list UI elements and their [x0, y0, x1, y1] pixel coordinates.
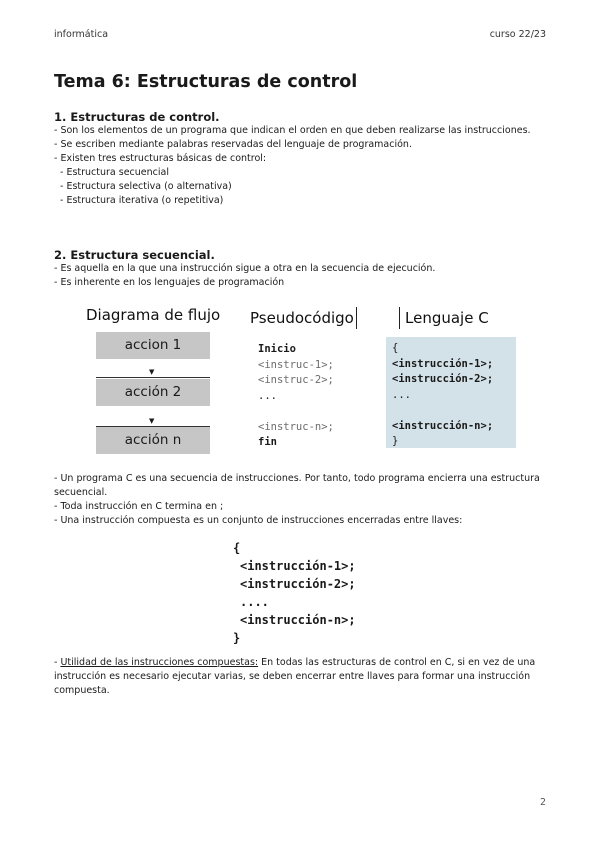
code-line: ... — [392, 388, 411, 401]
code-line — [258, 404, 334, 420]
code-line: fin — [258, 436, 277, 448]
flow-diagram-title: Diagrama de flujo — [86, 306, 221, 324]
section3-line: - Toda instrucción en C termina en ; — [54, 501, 224, 512]
utility-description: En todas las estructuras de control en C, si en vez de una instrucción es necesario ejecutar varias, se deben encerrar entre llaves para formar una instrucción compuesta. — [54, 657, 536, 696]
section1-line: - Se escriben mediante palabras reservadas del lenguaje de programación. — [54, 139, 412, 150]
utility-prefix: - — [54, 657, 61, 668]
section1-line: - Existen tres estructuras básicas de control: — [54, 153, 267, 164]
structure-item: - Estructura selectiva (o alternativa) — [60, 181, 232, 192]
code-line: } — [392, 435, 399, 447]
page-number: 2 — [539, 797, 546, 808]
section2-line: - Es inherente en los lenguajes de programación — [54, 277, 285, 288]
code-line: { — [233, 541, 241, 555]
flow-box: acción 2 — [96, 379, 210, 406]
c-language-title: Lenguaje C — [405, 309, 489, 327]
arrow-down-icon: ▼ — [149, 368, 155, 376]
code-line: <instrucción-n>; — [392, 419, 494, 432]
section3-line: - Una instrucción compuesta es un conjunto de instrucciones encerradas entre llaves: — [54, 515, 463, 526]
code-line: { — [392, 342, 399, 354]
code-line: } — [233, 631, 241, 645]
header-subject: informática — [54, 29, 109, 40]
utility-text — [54, 656, 548, 698]
flow-box: accion 1 — [96, 332, 210, 359]
page-title: Tema 6: Estructuras de control — [54, 72, 358, 92]
section2-heading: 2. Estructura secuencial. — [54, 248, 215, 262]
divider — [399, 307, 400, 329]
divider — [356, 307, 357, 329]
section3-line: - Un programa C es una secuencia de instrucciones. Por tanto, todo programa encierra una estructura secuencial. — [54, 473, 540, 498]
code-line: <instruc-n>; — [258, 420, 334, 433]
flow-box: acción n — [96, 427, 210, 454]
code-line: .... — [240, 595, 269, 609]
code-line: ... — [258, 389, 277, 402]
section3-body — [54, 472, 548, 528]
flow-connector — [96, 377, 210, 378]
compound-instruction-example — [233, 539, 356, 647]
arrow-down-icon: ▼ — [149, 417, 155, 425]
utility-label: Utilidad de las instrucciones compuestas: — [60, 657, 259, 668]
pseudocode-block — [258, 342, 334, 451]
code-line: Inicio — [258, 343, 296, 355]
section2-body — [54, 262, 548, 290]
code-line: <instrucción-2>; — [240, 577, 356, 591]
section1-body — [54, 124, 548, 208]
structure-item: - Estructura secuencial — [60, 167, 169, 178]
code-line: <instruc-2>; — [258, 374, 334, 386]
section2-line: - Es aquella en la que una instrucción sigue a otra en la secuencia de ejecución. — [54, 263, 436, 274]
pseudocode-title: Pseudocódigo — [250, 309, 354, 327]
utility-paragraph — [54, 656, 548, 698]
code-line — [392, 403, 516, 419]
code-line: <instrucción-1>; — [392, 357, 494, 370]
code-line: <instruc-1>; — [258, 358, 334, 371]
section1-heading: 1. Estructuras de control. — [54, 110, 220, 124]
code-line: <instrucción-2>; — [392, 373, 494, 385]
c-code-block — [386, 337, 516, 448]
code-line: <instrucción-1>; — [240, 559, 356, 573]
code-line: <instrucción-n>; — [240, 613, 356, 627]
structure-item: - Estructura iterativa (o repetitiva) — [60, 195, 224, 206]
header-course: curso 22/23 — [489, 29, 546, 40]
section1-line: - Son los elementos de un programa que indican el orden en que deben realizarse las instrucciones. — [54, 125, 531, 136]
